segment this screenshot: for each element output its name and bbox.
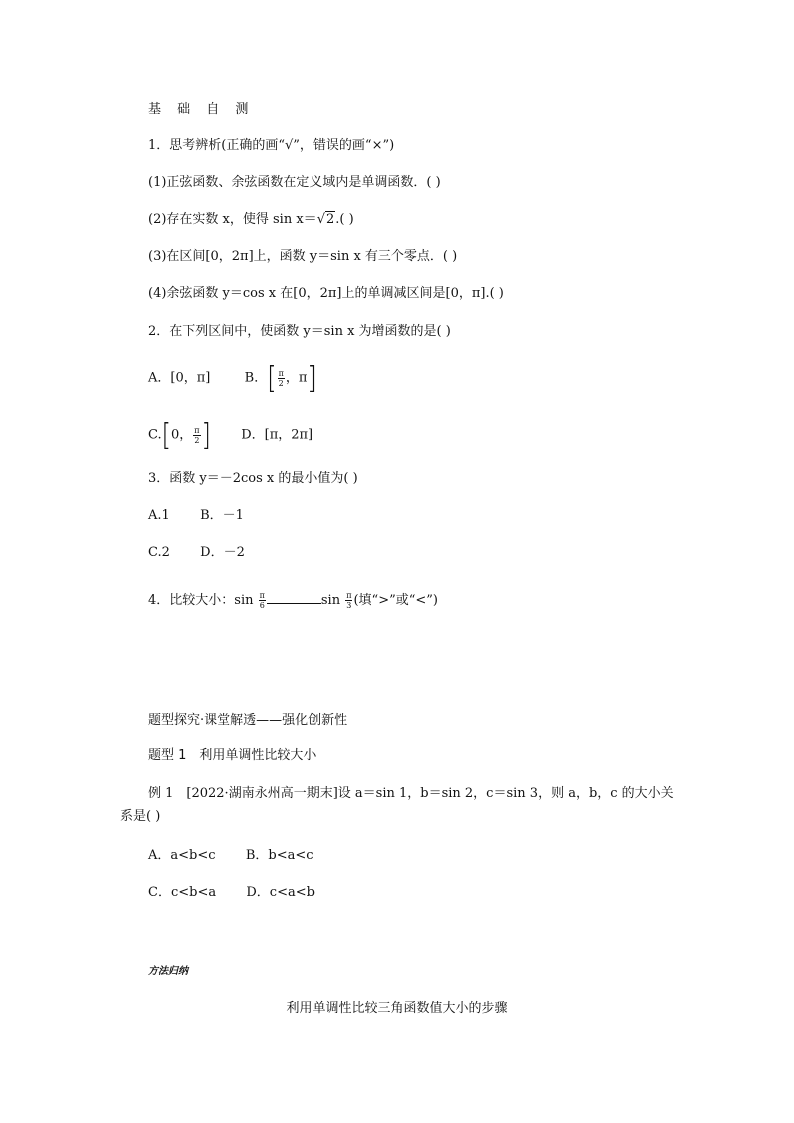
fraction: $\frac{\pi}{3}$ [346, 591, 352, 610]
question-1-item-1: (1)正弦函数、余弦函数在定义域内是单调函数．( ) [148, 175, 441, 190]
sqrt-symbol: √2 [316, 212, 335, 227]
option-b-label: B． [244, 370, 268, 386]
question-4 [148, 591, 438, 610]
option-c-label: C. [148, 427, 162, 443]
option-c-head: 0， [171, 427, 193, 443]
question-4-head: 4．比较大小：sin [148, 593, 258, 608]
option-b: B．－1 [200, 508, 244, 523]
question-3-stem: 3．函数 y＝－2cos x 的最小值为( ) [148, 471, 358, 486]
option-d: D．－2 [200, 545, 245, 560]
section-title: 基 础 自 测 [148, 102, 255, 117]
example-1-line-2: 系是( ) [120, 809, 161, 824]
answer-blank[interactable] [267, 591, 321, 604]
option-b-tail: ，π [285, 370, 308, 386]
sqrt-radicand: 2 [325, 212, 335, 227]
item-2-text: (2)存在实数 x，使得 sin x＝ [148, 212, 317, 227]
question-3-options-ab [148, 507, 244, 525]
question-4-mid: sin [320, 593, 345, 608]
type-1-title: 题型 1 利用单调性比较大小 [148, 748, 317, 763]
question-1-item-4: (4)余弦函数 y＝cos x 在[0，2π]上的单调减区间是[0，π].( ) [148, 286, 504, 301]
question-1-item-2 [148, 211, 354, 229]
option-a: A.1 [148, 508, 170, 523]
fraction: $\frac{\pi}{6}$ [259, 591, 265, 610]
bracket-right: ] [307, 360, 317, 396]
option-a: A．[0，π] [148, 370, 211, 386]
bracket-left: [ [161, 417, 171, 453]
option-c: C．c<b<a [148, 885, 217, 900]
example-1-line-1: 例 1 [2022·湖南永州高一期末]设 a＝sin 1，b＝sin 2，c＝sin 3，则 a，b，c 的大小关 [148, 786, 674, 801]
bracket-left: [ [267, 360, 277, 396]
option-d: D．c<a<b [246, 885, 315, 900]
example-1-options-ab [148, 847, 314, 865]
question-2-options-cd [148, 417, 314, 453]
question-4-tail: (填“>”或“<”) [353, 593, 438, 608]
fraction: $\frac{\pi}{2}$ [278, 368, 284, 388]
question-2-options-ab [148, 360, 317, 396]
question-3-options-cd [148, 544, 245, 562]
question-2-stem: 2．在下列区间中，使函数 y＝sin x 为增函数的是( ) [148, 324, 451, 339]
bracket-right: ] [201, 417, 211, 453]
fraction: $\frac{\pi}{2}$ [194, 425, 200, 445]
explore-title: 题型探究·课堂解透——强化创新性 [148, 713, 348, 728]
question-1-stem: 1．思考辨析(正确的画“√”，错误的画“×”) [148, 138, 395, 153]
option-d: D．[π，2π] [241, 427, 314, 443]
option-a: A．a<b<c [148, 848, 216, 863]
item-2-tail: .( ) [335, 212, 354, 227]
method-title: 利用单调性比较三角函数值大小的步骤 [286, 1001, 508, 1016]
option-c: C.2 [148, 545, 170, 560]
example-1-options-cd [148, 884, 315, 902]
option-b: B．b<a<c [245, 848, 314, 863]
question-1-item-3: (3)在区间[0，2π]上，函数 y＝sin x 有三个零点．( ) [148, 249, 458, 264]
method-label: 方法归纳 [148, 966, 188, 977]
